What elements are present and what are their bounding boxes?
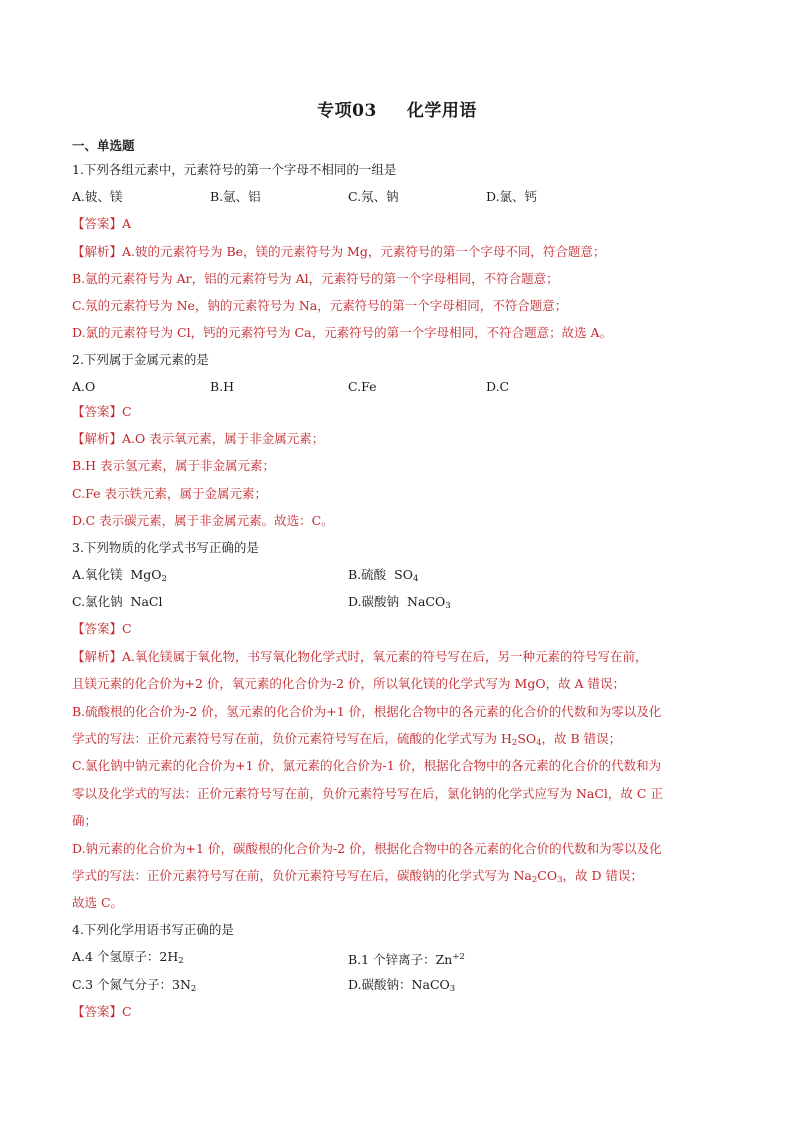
title-topic-number: 专项03: [317, 101, 377, 121]
q1-option-b: B.氩、铝: [210, 189, 261, 204]
q1-stem: 1.下列各组元素中，元素符号的第一个字母不相同的一组是: [72, 162, 397, 177]
q2-analysis-line: D.C 表示碳元素，属于非金属元素。故选：C。: [72, 513, 334, 528]
q3-analysis-line: 【解析】A.氧化镁属于氧化物，书写氧化物化学式时，氧元素的符号写在后，另一种元素的符号写在前，: [72, 649, 648, 664]
q2-option-a: A.O: [72, 379, 96, 394]
q1-option-a: A.铍、镁: [72, 189, 123, 204]
q2-option-c: C.Fe: [348, 379, 377, 394]
q4-answer: 【答案】C: [72, 1004, 132, 1019]
q3-analysis-line: D.钠元素的化合价为+1 价，碳酸根的化合价为-2 价，根据化合物中的各元素的化合价的代数和为零以及化: [72, 841, 662, 856]
q2-option-b: B.H: [210, 379, 235, 394]
q4-option-c: C.3 个氮气分子：$3N_2$: [72, 977, 197, 994]
q2-answer: 【答案】C: [72, 404, 132, 419]
q3-option-a: A.氧化镁 MgO$_2$: [72, 567, 167, 584]
q2-option-d: D.C: [486, 379, 510, 394]
q4-option-d: D.碳酸钠：NaCO$_3$: [348, 977, 456, 994]
q3-stem: 3.下列物质的化学式书写正确的是: [72, 540, 259, 555]
q2-analysis-line: C.Fe 表示铁元素，属于金属元素；: [72, 486, 267, 501]
q3-analysis-line: C.氯化钠中钠元素的化合价为+1 价，氯元素的化合价为-1 价，根据化合物中的各元素的化合价的代数和为: [72, 758, 662, 773]
q3-analysis-line: 故选 C。: [72, 895, 124, 910]
q3-option-b: B.硫酸 $SO_4$: [348, 567, 419, 584]
q4-option-a: A.4 个氢原子：$2H_2$: [72, 949, 184, 966]
q4-stem: 4.下列化学用语书写正确的是: [72, 922, 234, 937]
q2-analysis-line: B.H 表示氢元素，属于非金属元素；: [72, 458, 276, 473]
section-heading: 一、单选题: [72, 138, 135, 153]
q3-analysis-line: 学式的写法：正价元素符号写在前，负价元素符号写在后，碳酸钠的化学式写为 $Na_2CO_3$，故 D 错误；: [72, 868, 644, 885]
q1-answer: 【答案】A: [72, 216, 132, 231]
q1-analysis-line: B.氩的元素符号为 Ar，铝的元素符号为 Al，元素符号的第一个字母相同，不符合题意；: [72, 271, 559, 286]
q1-option-c: C.氖、钠: [348, 189, 399, 204]
q3-answer: 【答案】C: [72, 621, 132, 636]
q4-option-b: B.1 个锌离子：$Zn^{+2}$: [348, 952, 465, 967]
q3-analysis-line: B.硫酸根的化合价为-2 价，氢元素的化合价为+1 价，根据化合物中的各元素的化合价的代数和为零以及化: [72, 704, 662, 719]
q1-analysis-line: D.氯的元素符号为 Cl，钙的元素符号为 Ca，元素符号的第一个字母相同，不符合题意；故选 A。: [72, 325, 613, 340]
q2-analysis-line: 【解析】A.O 表示氧元素，属于非金属元素；: [72, 431, 325, 446]
q1-analysis-line: C.氖的元素符号为 Ne，钠的元素符号为 Na，元素符号的第一个字母相同，不符合题意；: [72, 298, 568, 313]
title-topic-name: 化学用语: [406, 101, 477, 121]
q3-option-d: D.碳酸钠 NaCO$_3$: [348, 594, 451, 611]
q3-analysis-line: 零以及化学式的写法：正价元素符号写在前，负价元素符号写在后，氯化钠的化学式应写为 NaCl，故 C 正: [72, 786, 663, 801]
q1-analysis-line: 【解析】A.铍的元素符号为 Be，镁的元素符号为 Mg，元素符号的第一个字母不同，符合题意；: [72, 244, 606, 259]
q2-stem: 2.下列属于金属元素的是: [72, 352, 209, 367]
page-title: [0, 96, 794, 121]
q1-option-d: D.氯、钙: [486, 189, 538, 204]
q3-option-c: C.氯化钠 NaCl: [72, 594, 163, 609]
q3-analysis-line: 确；: [72, 813, 98, 828]
q3-analysis-line: 且镁元素的化合价为+2 价，氧元素的化合价为-2 价，所以氧化镁的化学式写为 MgO，故 A 错误；: [72, 676, 626, 691]
q3-analysis-line: 学式的写法：正价元素符号写在前，负价元素符号写在后，硫酸的化学式写为 $H_2SO_4$，故 B 错误；: [72, 731, 622, 748]
